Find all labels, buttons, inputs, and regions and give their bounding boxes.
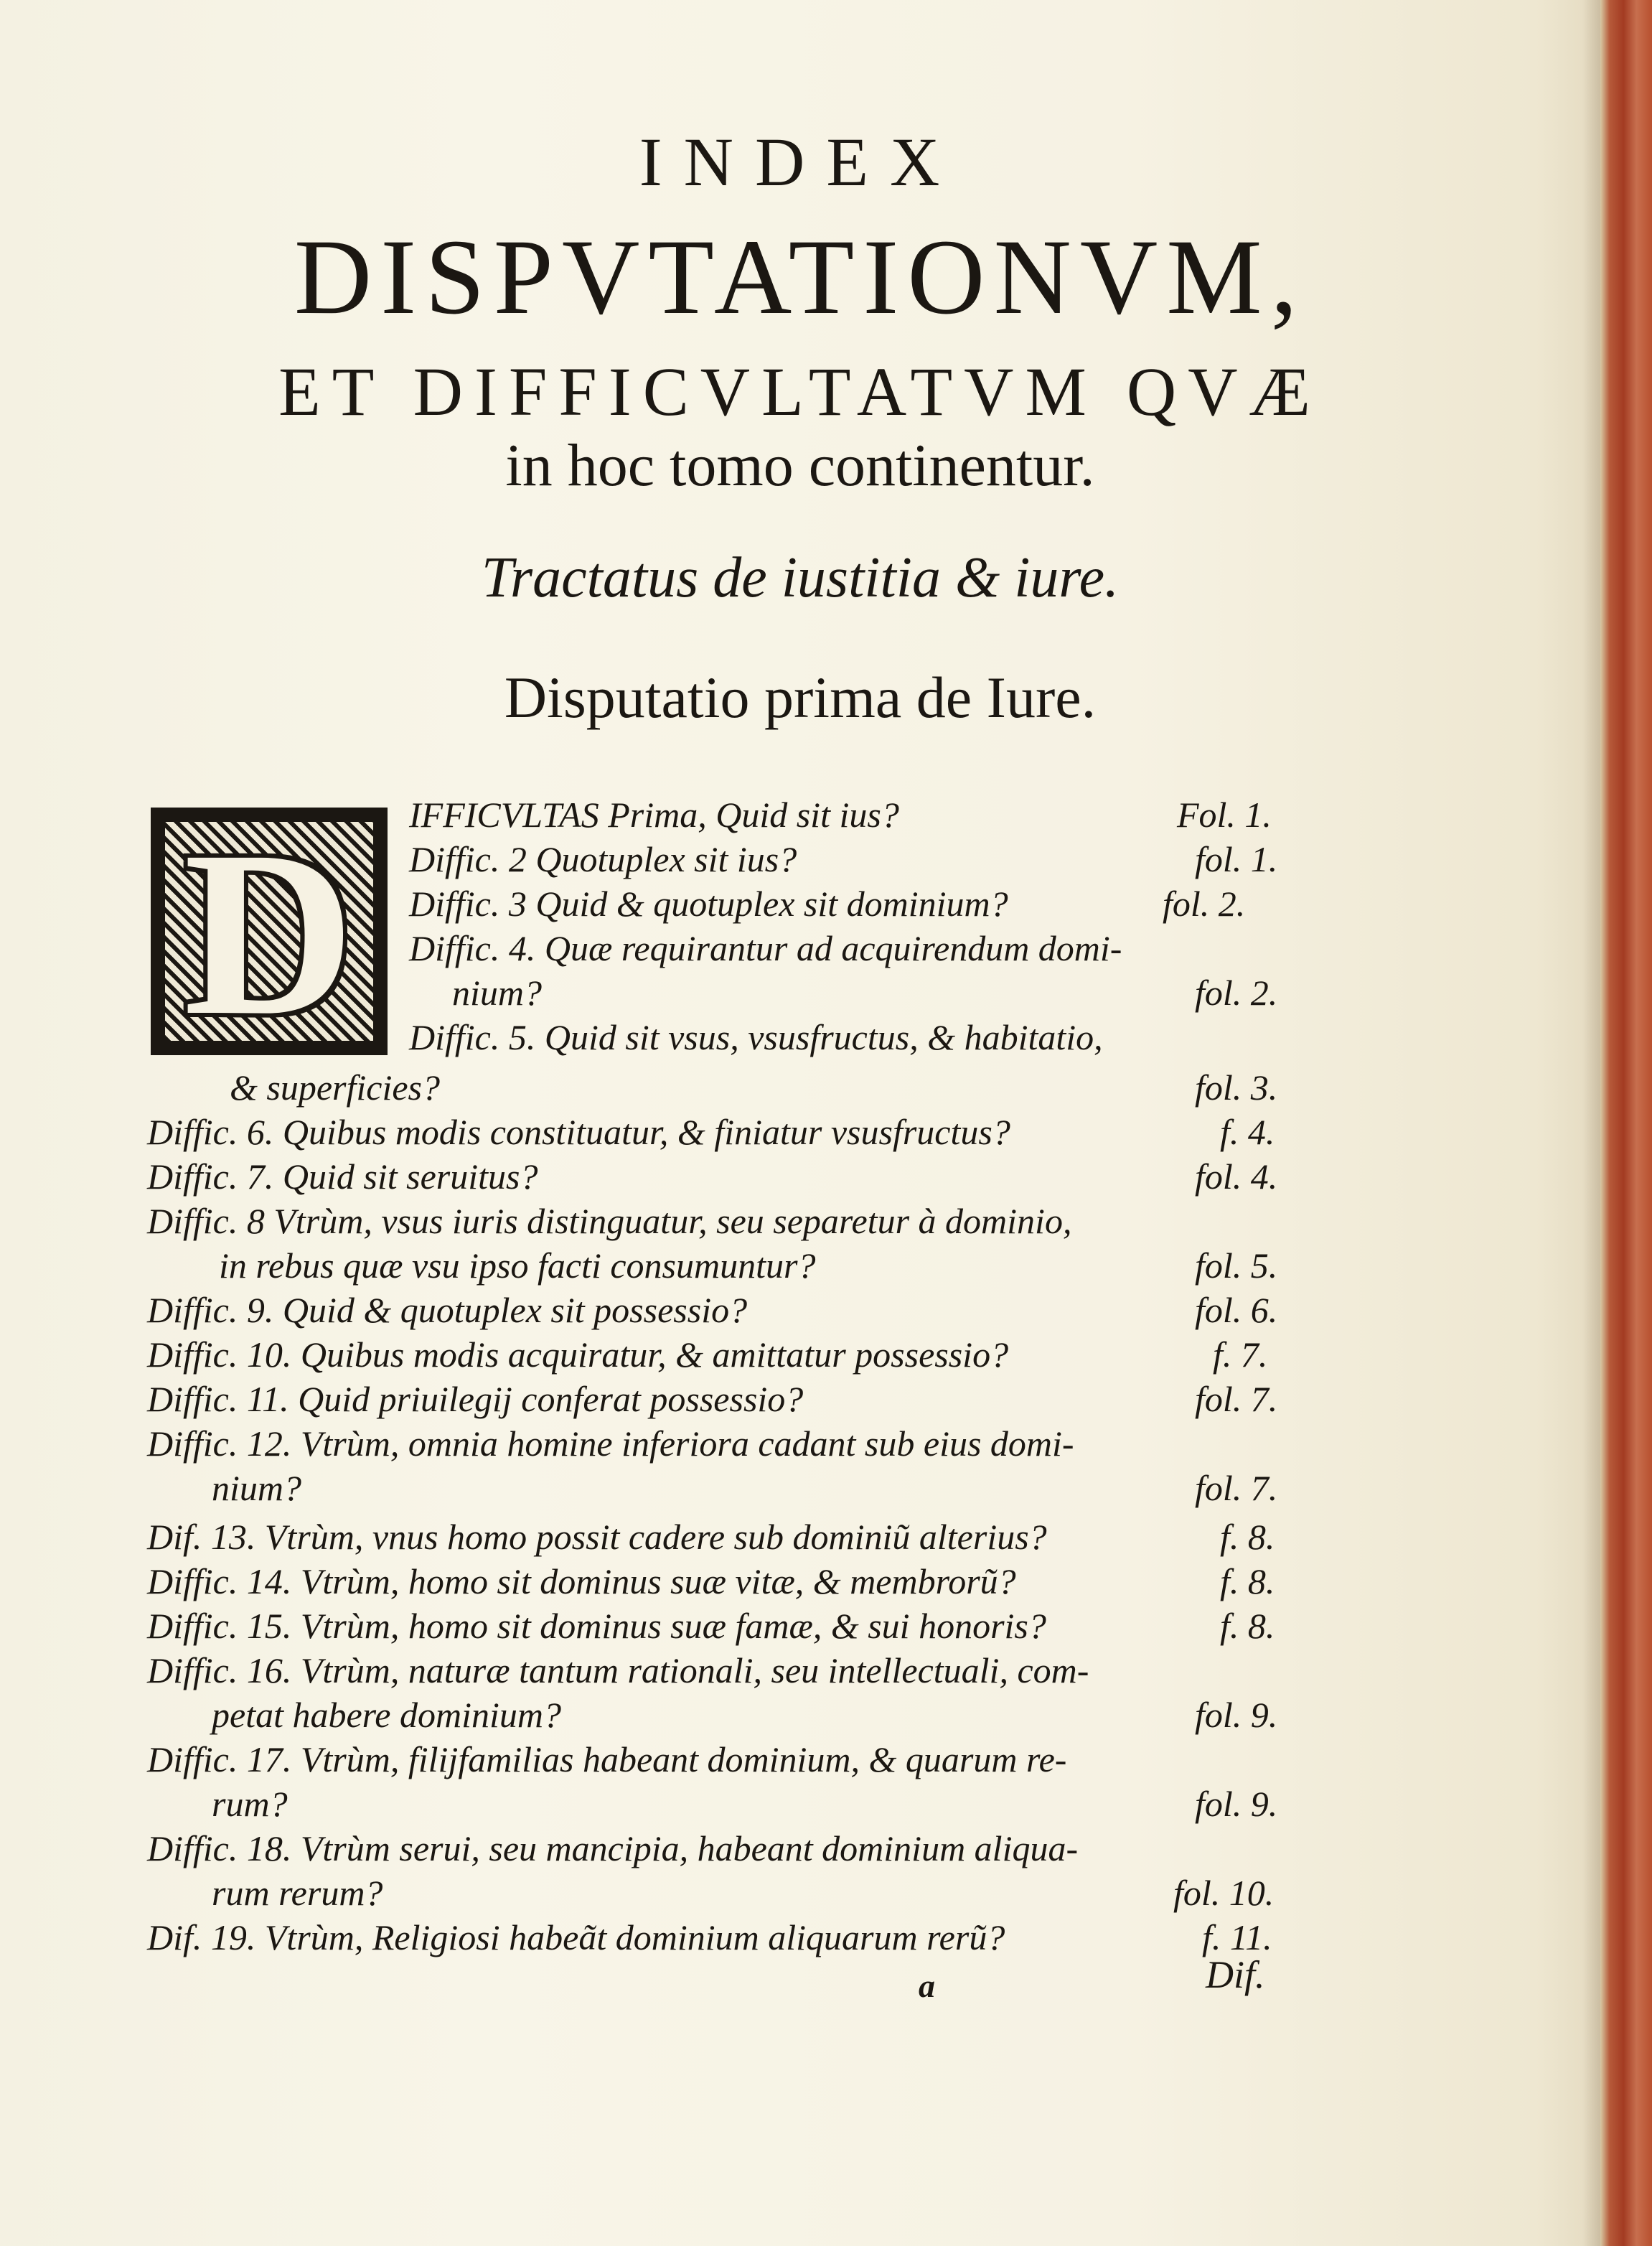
toc-entry-text: Dif. 13. Vtrùm, vnus homo possit cadere sub dominiũ alterius? <box>147 1517 1047 1557</box>
toc-entry-folio: fol. 7. <box>1195 1379 1278 1419</box>
toc-entry-text: IFFICVLTAS Prima, Quid sit ius? <box>409 795 899 835</box>
drop-cap-letter: D <box>183 803 355 1064</box>
toc-entry-folio: f. 8. <box>1220 1606 1275 1646</box>
toc-entry-folio: f. 4. <box>1220 1112 1275 1152</box>
toc-entry-text: Diffic. 10. Quibus modis acquiratur, & amittatur possessio? <box>147 1334 1009 1375</box>
title-disputationum: DISPVTATIONVM, <box>294 217 1307 337</box>
toc-entry-text: Diffic. 16. Vtrùm, naturæ tantum rationali, seu intellectuali, com- <box>147 1650 1089 1690</box>
catchword: Dif. <box>1206 1953 1265 1996</box>
tractatus-heading: Tractatus de iustitia & iure. <box>481 546 1120 609</box>
toc-entry-text: Diffic. 4. Quæ requirantur ad acquirendum domi- <box>409 928 1122 968</box>
toc-entry-folio: f. 8. <box>1220 1561 1275 1601</box>
toc-entry-text: Diffic. 15. Vtrùm, homo sit dominus suæ famæ, & sui honoris? <box>147 1606 1046 1646</box>
toc-entry-folio: fol. 10. <box>1173 1873 1275 1913</box>
toc-entry-text: Dif. 19. Vtrùm, Religiosi habeãt dominium aliquarum rerũ? <box>147 1917 1005 1957</box>
toc-entry-folio: fol. 1. <box>1195 839 1278 879</box>
toc-entry-folio: f. 11. <box>1202 1917 1272 1957</box>
toc-entry-text: nium? <box>452 973 542 1013</box>
toc-entry-folio: Fol. 1. <box>1177 795 1272 835</box>
toc-entry-text: Diffic. 3 Quid & quotuplex sit dominium? <box>409 884 1008 924</box>
title-index: INDEX <box>639 123 962 200</box>
toc-entry-text: Diffic. 18. Vtrùm serui, seu mancipia, habeant dominium aliqua- <box>147 1828 1079 1868</box>
toc-entry-folio: fol. 5. <box>1195 1245 1278 1286</box>
toc-entry-text: Diffic. 14. Vtrùm, homo sit dominus suæ vitæ, & membrorũ? <box>147 1561 1016 1601</box>
title-et-difficultatum: ET DIFFICVLTATVM QVÆ <box>278 353 1322 430</box>
book-edge <box>1600 0 1652 2246</box>
toc-entry-text: Diffic. 8 Vtrùm, vsus iuris distinguatur, seu separetur à dominio, <box>147 1201 1072 1241</box>
toc-entry-text: nium? <box>212 1468 301 1508</box>
toc-entry-folio: fol. 4. <box>1195 1156 1278 1197</box>
toc-entry-text: Diffic. 2 Quotuplex sit ius? <box>409 839 797 879</box>
toc-entry-text: rum? <box>212 1784 288 1824</box>
toc-entry-text: in rebus quæ vsu ipso facti consumuntur? <box>219 1245 816 1286</box>
toc-entry-text: petat habere dominium? <box>212 1695 561 1735</box>
toc-entry-text: Diffic. 7. Quid sit seruitus? <box>147 1156 538 1197</box>
toc-entry-folio: fol. 7. <box>1195 1468 1278 1508</box>
toc-entry-folio: fol. 9. <box>1195 1784 1278 1824</box>
toc-entry-text: rum rerum? <box>212 1873 383 1913</box>
toc-entry-text: Diffic. 5. Quid sit vsus, vsusfructus, & habitatio, <box>409 1017 1103 1057</box>
toc-entry-text: & superficies? <box>230 1067 441 1108</box>
signature-mark: a <box>919 1967 935 2004</box>
toc-entry-folio: fol. 2. <box>1163 884 1246 924</box>
toc-entry-text: Diffic. 6. Quibus modis constituatur, & finiatur vsusfructus? <box>147 1112 1010 1152</box>
toc-entry-text: Diffic. 17. Vtrùm, filijfamilias habeant dominium, & quarum re- <box>147 1739 1067 1779</box>
toc-entry-folio: fol. 2. <box>1195 973 1278 1013</box>
disputatio-heading: Disputatio prima de Iure. <box>504 665 1097 730</box>
toc-entry-folio: f. 8. <box>1220 1517 1275 1557</box>
title-in-hoc-tomo: in hoc tomo continentur. <box>505 432 1095 499</box>
toc-entry-text: Diffic. 12. Vtrùm, omnia homine inferiora cadant sub eius domi- <box>147 1423 1074 1464</box>
toc-entry-folio: fol. 3. <box>1195 1067 1278 1108</box>
toc-entry-folio: fol. 9. <box>1195 1695 1278 1735</box>
toc-entry-folio: fol. 6. <box>1195 1290 1278 1330</box>
toc-entry-folio: f. 7. <box>1213 1334 1268 1375</box>
toc-entry-text: Diffic. 9. Quid & quotuplex sit possessio? <box>147 1290 748 1330</box>
toc-entry-text: Diffic. 11. Quid priuilegij conferat possessio? <box>147 1379 804 1419</box>
